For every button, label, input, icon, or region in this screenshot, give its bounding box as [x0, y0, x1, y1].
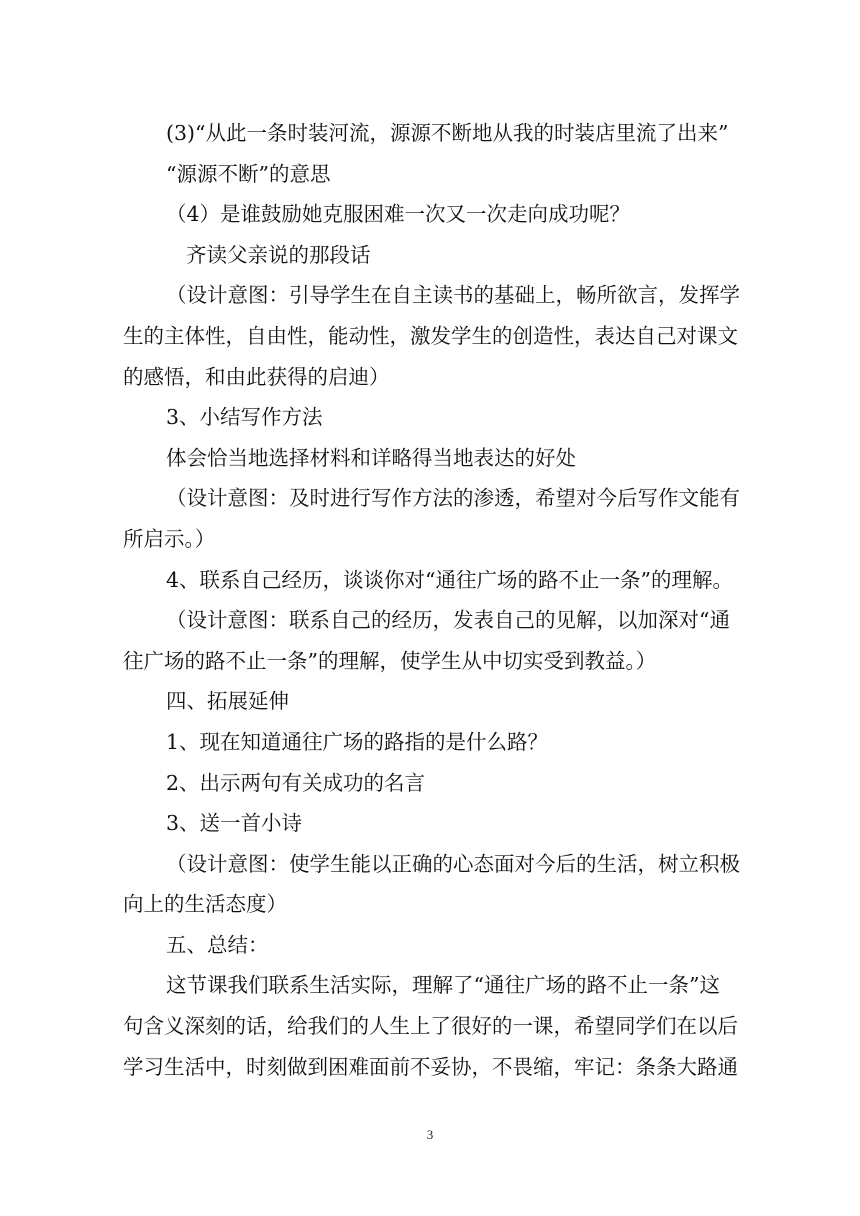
text-line: （4）是谁鼓励她克服困难一次又一次走向成功呢？ — [166, 202, 631, 227]
text-line: 1、现在知道通往广场的路指的是什么路？ — [166, 729, 549, 754]
text-line: 2、出示两句有关成功的名言 — [166, 770, 426, 795]
document-body — [123, 113, 738, 1087]
text-line: 所启示。） — [123, 526, 216, 551]
text-line: （设计意图：引导学生在自主读书的基础上，畅所欲言，发挥学 — [166, 283, 740, 308]
text-line: 句含义深刻的话，给我们的人生上了很好的一课，希望同学们在以后 — [123, 1014, 738, 1039]
text-line: 生的主体性，自由性，能动性，激发学生的创造性，表达自己对课文 — [123, 323, 738, 348]
text-line: 往广场的路不止一条”的理解，使学生从中切实受到教益。） — [123, 648, 657, 673]
section-heading: 四、拓展延伸 — [166, 689, 289, 714]
text-line: 3、送一首小诗 — [166, 811, 303, 836]
text-line: （设计意图：联系自己的经历，发表自己的见解，以加深对“通 — [166, 608, 730, 633]
text-line: 4、联系自己经历，谈谈你对“通往广场的路不止一条”的理解。 — [166, 567, 734, 592]
text-line: 齐读父亲说的那段话 — [186, 242, 371, 267]
text-line: 这节课我们联系生活实际，理解了“通往广场的路不止一条”这 — [166, 973, 720, 998]
text-line: (3)“从此一条时装河流，源源不断地从我的时装店里流了出来” — [166, 121, 729, 145]
page-number: 3 — [426, 1127, 434, 1142]
text-line: 3、小结写作方法 — [166, 405, 323, 430]
text-line: “源源不断”的意思 — [166, 161, 331, 186]
section-heading: 五、总结： — [166, 932, 269, 957]
text-line: 体会恰当地选择材料和详略得当地表达的好处 — [166, 445, 576, 470]
text-line: 的感悟，和由此获得的启迪） — [123, 364, 390, 389]
text-line: 学习生活中，时刻做到困难面前不妥协，不畏缩，牢记：条条大路通 — [123, 1054, 738, 1079]
text-line: （设计意图：及时进行写作方法的渗透，希望对今后写作文能有 — [166, 486, 740, 511]
text-line: 向上的生活态度） — [123, 892, 287, 917]
text-line: （设计意图：使学生能以正确的心态面对今后的生活，树立积极 — [166, 851, 740, 876]
